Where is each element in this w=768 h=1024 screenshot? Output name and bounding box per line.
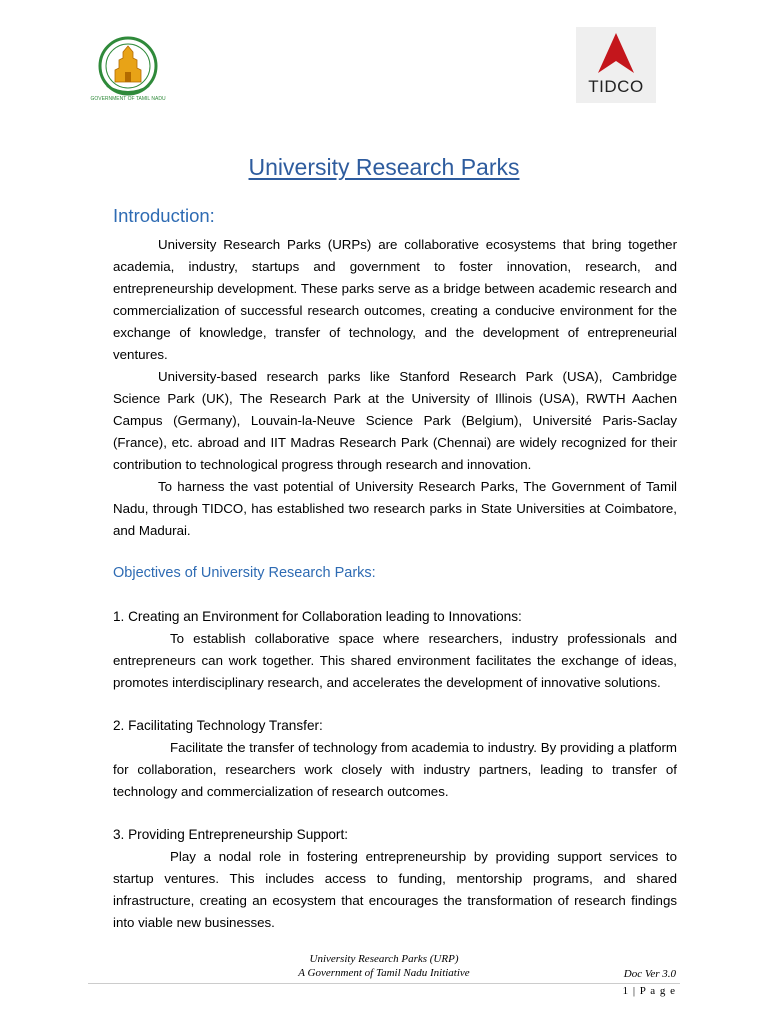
page-title: University Research Parks xyxy=(248,154,520,180)
intro-paragraph-1: University Research Parks (URPs) are collaborative ecosystems that bring together academia, industry, startups and government to foster innovation, research, and entrepreneurship development. These parks serve as a bridge between academic research and commercialization of successful research outcomes, creating a conducive environment for the exchange of knowledge, transfer of technology, and the development of entrepreneurial ventures. xyxy=(113,237,677,362)
document-body xyxy=(113,204,677,934)
objective-1 xyxy=(113,606,677,694)
tidco-logo xyxy=(576,27,656,103)
footer-version: Doc Ver 3.0 xyxy=(623,968,676,980)
objectives-heading: Objectives of University Research Parks: xyxy=(113,565,376,581)
footer-line-2: A Government of Tamil Nadu Initiative xyxy=(298,967,470,979)
objective-2-heading: 2. Facilitating Technology Transfer: xyxy=(113,718,323,733)
emblem-text: GOVERNMENT OF TAMIL NADU xyxy=(90,96,166,102)
objective-1-body: To establish collaborative space where researchers, industry professionals and entrepreneurs can work together. This shared environment facilitates the exchange of ideas, promotes interdisciplinary research, and accelerates the development of innovative solutions. xyxy=(113,631,677,690)
page-number: 1 | P a g e xyxy=(622,985,676,997)
objective-2 xyxy=(113,715,677,803)
tamil-nadu-emblem-logo xyxy=(90,36,166,102)
objective-3-body: Play a nodal role in fostering entrepreneurship by providing support services to startup ventures. This includes access to funding, mentorship programs, and shared infrastructure, creating an ecosystem that encourages the transformation of research findings into viable new businesses. xyxy=(113,849,677,930)
intro-paragraph-2: University-based research parks like Stanford Research Park (USA), Cambridge Science Park (UK), The Research Park at the University of Illinois (USA), RWTH Aachen Campus (Germany), Louvain-la-Neuve Science Park (Belgium), Université Paris-Saclay (France), etc. abroad and IIT Madras Research Park (Chennai) are widely recognized for their contribution to technological progress through research and innovation. xyxy=(113,369,677,472)
objective-2-body: Facilitate the transfer of technology from academia to industry. By providing a platform for collaboration, researchers work closely with industry partners, leading to transfer of technology and commercialization of research outcomes. xyxy=(113,740,677,799)
tidco-logo-text: TIDCO xyxy=(588,77,644,96)
intro-paragraph-3: To harness the vast potential of University Research Parks, The Government of Tamil Nadu, through TIDCO, has established two research parks in State Universities at Coimbatore, and Madurai. xyxy=(113,479,677,538)
objective-3-heading: 3. Providing Entrepreneurship Support: xyxy=(113,827,349,842)
footer-divider xyxy=(88,983,680,984)
introduction-heading: Introduction: xyxy=(113,205,215,226)
objective-1-heading: 1. Creating an Environment for Collaboration leading to Innovations: xyxy=(113,609,522,624)
footer-line-1: University Research Parks (URP) xyxy=(309,953,459,965)
objective-3 xyxy=(113,824,677,934)
